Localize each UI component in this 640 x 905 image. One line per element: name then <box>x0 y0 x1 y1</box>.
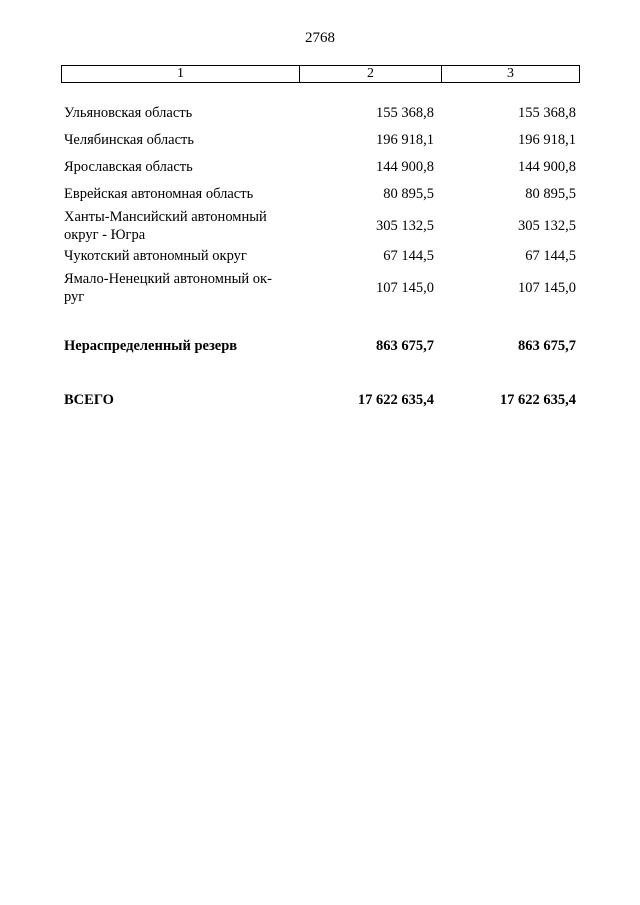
row-value-col2: 67 144,5 <box>383 248 434 264</box>
row-value-col3: 155 368,8 <box>518 105 576 121</box>
row-name: Ульяновская область <box>64 105 193 121</box>
row-name: Ханты-Мансийский автономный округ - Югра <box>64 209 267 243</box>
row-name: Еврейская автономная область <box>64 186 254 202</box>
page-number: 2768 <box>305 30 335 46</box>
row-name: Челябинская область <box>64 132 194 148</box>
row-value-col3: 67 144,5 <box>525 248 576 264</box>
row-name: Ямало-Ненецкий автономный ок- руг <box>64 271 272 305</box>
table-header <box>61 65 580 83</box>
header-col-2: 2 <box>300 66 442 82</box>
total-value-col2: 17 622 635,4 <box>357 392 434 408</box>
row-value-col2: 107 145,0 <box>376 280 434 296</box>
row-value-col2: 155 368,8 <box>376 105 434 121</box>
row-value-col3: 305 132,5 <box>518 218 576 234</box>
row-value-col3: 80 895,5 <box>525 186 576 202</box>
row-value-col2: 80 895,5 <box>383 186 434 202</box>
row-value-col3: 107 145,0 <box>518 280 576 296</box>
reserve-value-col3: 863 675,7 <box>518 338 576 354</box>
reserve-value-col2: 863 675,7 <box>376 338 434 354</box>
row-name: Чукотский автономный округ <box>64 248 247 264</box>
header-col-1: 1 <box>62 66 300 82</box>
total-value-col3: 17 622 635,4 <box>499 392 576 408</box>
total-label: ВСЕГО <box>64 392 114 408</box>
row-value-col2: 144 900,8 <box>376 159 434 175</box>
reserve-label: Нераспределенный резерв <box>64 338 238 354</box>
row-name: Ярославская область <box>64 159 193 175</box>
row-value-col3: 196 918,1 <box>518 132 576 148</box>
row-value-col2: 305 132,5 <box>376 218 434 234</box>
header-col-3: 3 <box>507 66 514 81</box>
row-value-col2: 196 918,1 <box>376 132 434 148</box>
row-value-col3: 144 900,8 <box>518 159 576 175</box>
